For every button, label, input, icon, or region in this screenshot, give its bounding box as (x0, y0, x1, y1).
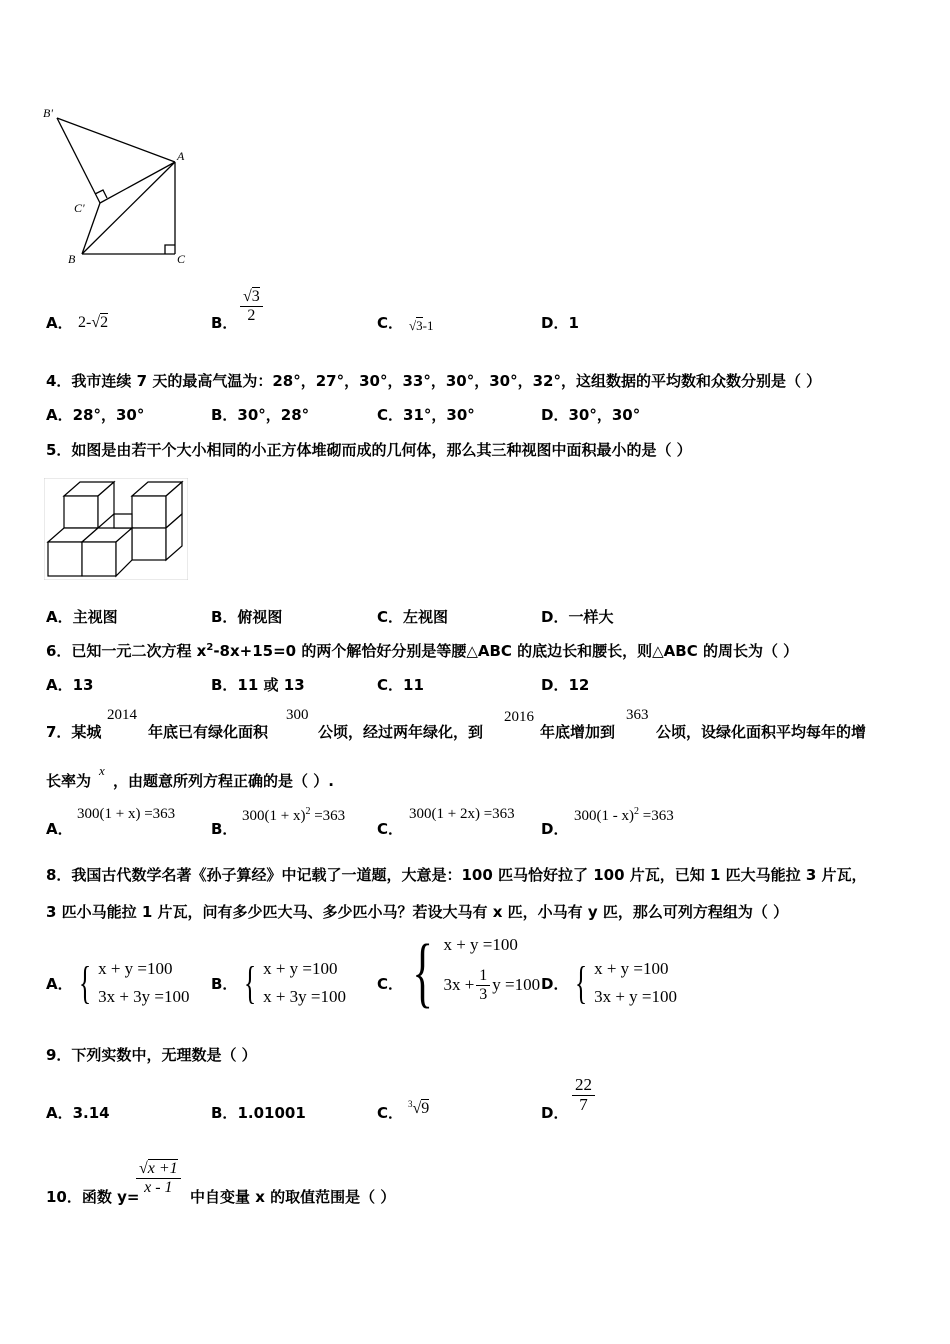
q4-option-d: D．30°，30° (541, 406, 641, 424)
cubes-figure (44, 478, 188, 580)
q3-option-a: A． (46, 314, 73, 332)
q8-line-2: 3 匹小马能拉 1 片瓦，问有多少匹大马、多少匹小马？若设大马有 x 匹，小马有 y 匹，那么可列方程组为（ ） (46, 903, 789, 921)
q5-stem: 5．如图是由若干个大小相同的小正方体堆砌而成的几何体，那么其三种视图中面积最小的是（ ） (46, 441, 692, 459)
q3-option-c: C． (377, 314, 404, 332)
q7-line2-post: ，由题意所列方程正确的是（ ）. (113, 772, 334, 790)
q3-option-b-fraction: $\frac{√3}{2}$ (240, 288, 263, 324)
q7-option-a-eq: 300(1 + x) =363 (77, 806, 176, 822)
q7-text-5: 公顷，设绿化面积平均每年的增 (656, 723, 867, 741)
q6-option-a: A．13 (46, 676, 94, 694)
q9-option-c: C． (377, 1104, 404, 1122)
q7-text-3: 公顷，经过两年绿化，到 (318, 723, 484, 741)
q4-option-c: C．31°，30° (377, 406, 475, 424)
q8-option-a-system: { x + y =100 3x + 3y =100 (78, 957, 190, 1008)
q7-option-b: B． (211, 820, 238, 838)
q7-option-c-eq: 300(1 + 2x) =363 (409, 806, 515, 822)
q5-option-c: C．左视图 (377, 608, 449, 626)
q7-option-c: C． (377, 820, 404, 838)
label-c-prime: C' (74, 201, 85, 215)
label-b: B (68, 252, 76, 266)
q5-option-d: D．一样大 (541, 608, 614, 626)
q10-post: 中自变量 x 的取值范围是（ ） (190, 1188, 396, 1206)
q8-option-b-system: { x + y =100 x + 3y =100 (243, 957, 347, 1008)
label-b-prime: B' (43, 106, 53, 120)
q8-line-1: 8．我国古代数学名著《孙子算经》中记载了一道题，大意是：100 匹马恰好拉了 100 片瓦，已知 1 匹大马能拉 3 片瓦， (46, 866, 867, 884)
triangle-figure (40, 100, 200, 270)
q8-option-c-system: { x + y =100 3x + $\frac{1}{3}$ y =100 (412, 928, 541, 1015)
q8-option-d-system: { x + y =100 3x + y =100 (574, 957, 678, 1008)
q7-area-363: 363 (626, 707, 649, 723)
q10-pre: 10．函数 y= (46, 1188, 140, 1206)
q7-option-d: D． (541, 820, 569, 838)
label-a: A (177, 149, 185, 163)
q8-option-d: D． (541, 975, 569, 993)
label-c: C (177, 252, 186, 266)
q8-option-c: C． (377, 975, 404, 993)
q7-line2-pre: 长率为 (46, 772, 92, 790)
q8-option-a: A． (46, 975, 73, 993)
q9-option-d: D． (541, 1104, 569, 1122)
q4-stem: 4．我市连续 7 天的最高气温为：28°，27°，30°，33°，30°，30°，32°，这组数据的平均数和众数分别是（ ） (46, 372, 822, 390)
q10-fraction: $\frac{√x +1}{x - 1}$ (136, 1160, 181, 1196)
q8-option-b: B． (211, 975, 238, 993)
q4-option-b: B．30°，28° (211, 406, 310, 424)
q7-year-2014: 2014 (107, 707, 137, 723)
q3-option-c-expr: √3-1 (409, 318, 434, 333)
q7-option-a: A． (46, 820, 73, 838)
q9-option-b: B．1.01001 (211, 1104, 306, 1122)
q7-option-d-eq: 300(1 - x)$^2$ =363 (574, 806, 674, 824)
q9-option-d-fraction: $\frac{22}{7}$ (572, 1076, 595, 1114)
q9-option-c-root: $^3$√9 (408, 1099, 430, 1117)
q7-var-x: x (99, 763, 105, 778)
q4-option-a: A．28°，30° (46, 406, 145, 424)
q5-option-a: A．主视图 (46, 608, 118, 626)
q7-year-2016: 2016 (504, 709, 534, 725)
q7-text-2: 年底已有绿化面积 (148, 723, 269, 741)
q3-option-d: D．1 (541, 314, 579, 332)
q7-option-b-eq: $300(1 + x)^2 =363$ (242, 806, 346, 824)
q9-option-a: A．3.14 (46, 1104, 110, 1122)
q6-stem: 6．已知一元二次方程 $x^2-8x+15=0$ 的两个解恰好分别是等腰△ABC 的底边长和腰长，则△ABC 的周长为（ ） (46, 642, 799, 660)
q7-text-1: 7．某城 (46, 723, 102, 741)
q6-option-b: B．11 或 13 (211, 676, 305, 694)
q9-stem: 9．下列实数中，无理数是（ ） (46, 1046, 257, 1064)
q7-text-4: 年底增加到 (540, 723, 616, 741)
q6-option-d: D．12 (541, 676, 590, 694)
q5-option-b: B．俯视图 (211, 608, 283, 626)
q3-option-a-expr: 2-√2 (78, 314, 109, 331)
q7-area-300: 300 (286, 707, 309, 723)
q3-option-b: B． (211, 314, 238, 332)
q6-option-c: C．11 (377, 676, 424, 694)
